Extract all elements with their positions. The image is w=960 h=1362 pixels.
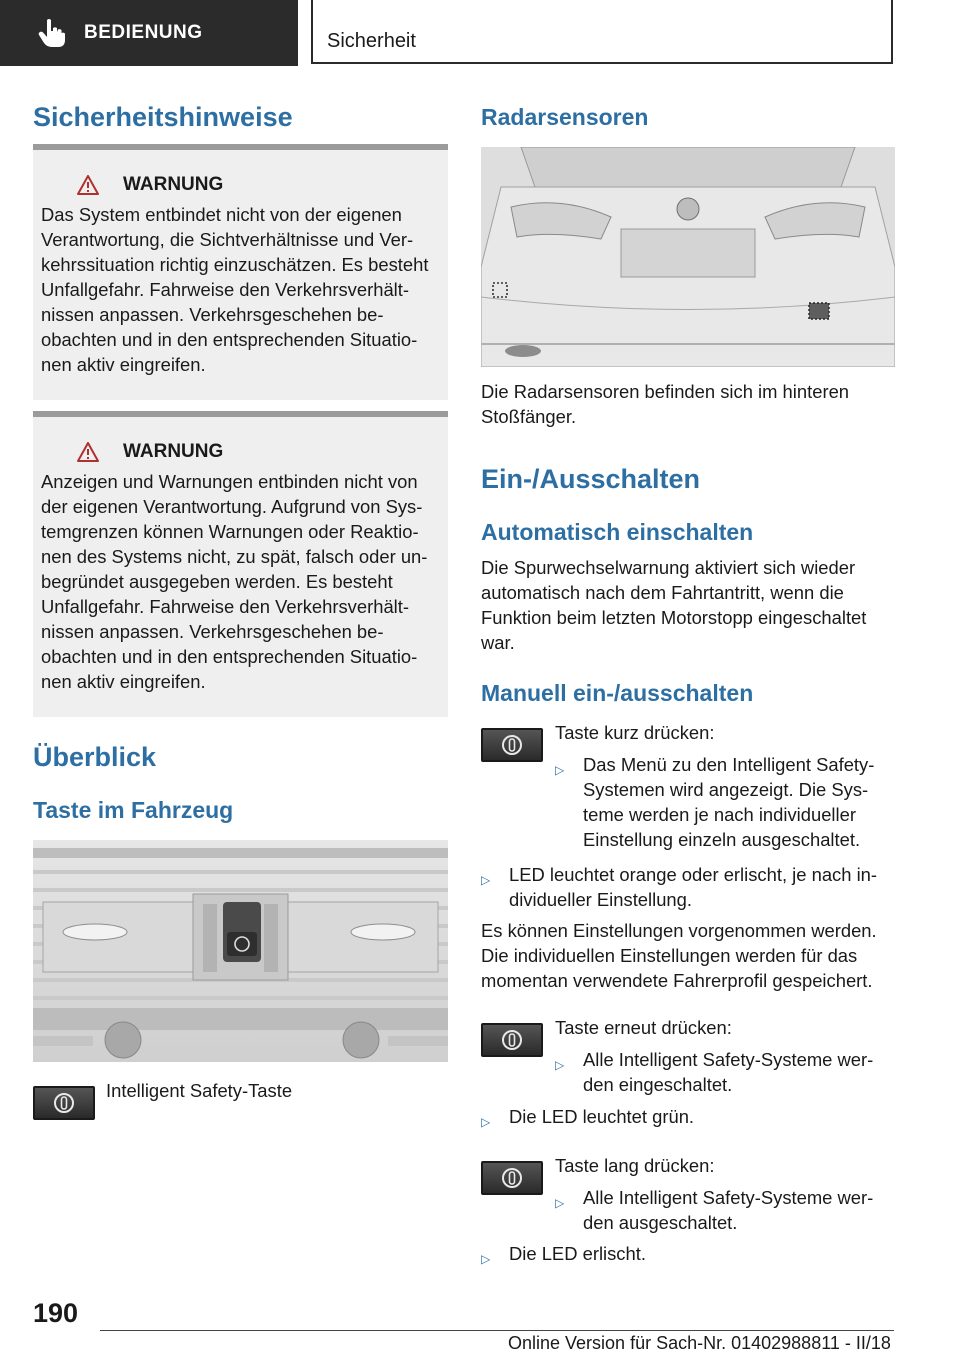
triangle-bullet-icon: ▷ xyxy=(555,1058,565,1072)
list-item-text: LED leuchtet orange oder erlischt, je nach in-dividueller Einstellung. xyxy=(509,864,878,910)
safety-button-image xyxy=(33,1086,95,1120)
section-tab xyxy=(0,0,298,66)
list-item-text: Die LED erlischt. xyxy=(509,1243,646,1264)
subheading-manual: Manuell ein-/ausschalten xyxy=(481,680,754,706)
warning-label: WARNUNG xyxy=(123,441,224,462)
page-number: 190 xyxy=(33,1298,79,1328)
chapter-tab xyxy=(311,0,893,64)
car-rear-illustration xyxy=(481,147,895,367)
warning-box-1 xyxy=(33,144,448,400)
subheading-auto: Automatisch einschalten xyxy=(481,519,754,545)
radar-description: Die Radarsensoren befinden sich im hinteren Stoßfänger. xyxy=(481,381,850,427)
safety-button-image xyxy=(481,728,543,762)
section-heading-overview: Überblick xyxy=(33,742,157,772)
safety-button-icon xyxy=(500,733,524,757)
auto-description: Die Spurwechselwarnung aktiviert sich wieder automatisch nach dem Fahrtantritt, wenn die Funktion beim letzten Motorstopp eingeschaltet war. xyxy=(481,557,867,653)
footer-divider xyxy=(100,1330,894,1331)
safety-button-icon xyxy=(500,1028,524,1052)
safety-button-image xyxy=(481,1023,543,1057)
hand-pointer-icon xyxy=(38,18,66,48)
settings-description: Es können Einstellungen vorgenommen werden. Die individuellen Einstellungen werden für das momentan verwendete Fahrerprofil gespeichert. xyxy=(481,920,877,991)
list-item xyxy=(555,752,893,852)
step-3-lead: Taste lang drücken: xyxy=(555,1155,715,1176)
list-item xyxy=(481,1104,893,1135)
warning-text: Anzeigen und Warnungen entbinden nicht von der eigenen Verantwortung. Aufgrund von Sys-temgrenzen können Warnungen oder Reaktio-nen des Systems nicht, zu spät, falsch oder un-begründet ausgegeben werden. Es besteht Unfallgefahr. Fahrweise den Verkehrsverhält-nissen anpassen. Verkehrsgeschehen be-obachten und in den entsprechenden Situatio-nen aktiv eingreifen. xyxy=(41,471,428,692)
list-item xyxy=(555,1047,893,1097)
chapter-label: Sicherheit xyxy=(327,30,416,52)
list-item xyxy=(555,1185,893,1235)
button-caption: Intelligent Safety-Taste xyxy=(106,1080,293,1101)
warning-label: WARNUNG xyxy=(123,174,224,195)
subheading-radar: Radarsensoren xyxy=(481,104,649,130)
list-item-text: Alle Intelligent Safety-Systeme wer-den ausgeschaltet. xyxy=(583,1187,874,1233)
section-label: BEDIENUNG xyxy=(84,22,203,43)
warning-heading xyxy=(77,441,223,463)
list-item xyxy=(481,1241,893,1272)
triangle-bullet-icon: ▷ xyxy=(555,1196,565,1210)
triangle-bullet-icon: ▷ xyxy=(555,763,565,777)
subheading-button: Taste im Fahrzeug xyxy=(33,797,234,823)
footer-version: Online Version für Sach-Nr. 01402988811 - II/18 xyxy=(508,1333,891,1353)
triangle-bullet-icon: ▷ xyxy=(481,873,491,887)
dashboard-illustration xyxy=(33,840,448,1062)
triangle-bullet-icon: ▷ xyxy=(481,1115,491,1129)
section-heading-onoff: Ein-/Ausschalten xyxy=(481,464,701,494)
page-title: Sicherheitshinweise xyxy=(33,102,293,132)
step-2-lead: Taste erneut drücken: xyxy=(555,1017,732,1038)
safety-button-icon xyxy=(500,1166,524,1190)
list-item-text: Das Menü zu den Intelligent Safety-Systemen wird angezeigt. Die Sys-teme werden je nach individueller Einstellung einzeln ausgeschaltet. xyxy=(583,754,875,850)
step-1-lead: Taste kurz drücken: xyxy=(555,722,715,743)
triangle-bullet-icon: ▷ xyxy=(481,1252,491,1266)
safety-button-image xyxy=(481,1161,543,1195)
warning-triangle-icon xyxy=(77,442,99,462)
warning-triangle-icon xyxy=(77,175,99,195)
safety-button-icon xyxy=(52,1091,76,1115)
list-item-text: Die LED leuchtet grün. xyxy=(509,1106,695,1127)
warning-box-2 xyxy=(33,411,448,717)
warning-text: Das System entbindet nicht von der eigenen Verantwortung, die Sichtverhältnisse und Ver-kehrssituation richtig einzuschätzen. Es besteht Unfallgefahr. Fahrweise den Verkehrsverhält-nissen anpassen. Verkehrsgeschehen be-obachten und in den entsprechenden Situatio-nen aktiv eingreifen. xyxy=(41,204,429,375)
list-item xyxy=(481,862,893,912)
list-item-text: Alle Intelligent Safety-Systeme wer-den eingeschaltet. xyxy=(583,1049,874,1095)
warning-heading xyxy=(77,174,223,196)
